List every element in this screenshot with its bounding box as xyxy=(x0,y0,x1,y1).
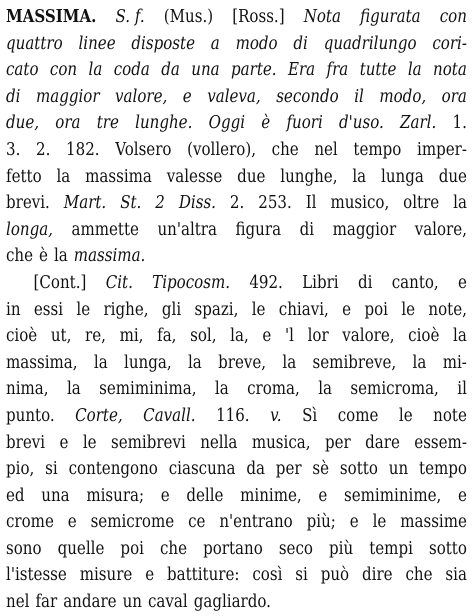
citation: Mart. xyxy=(63,193,107,214)
citation: Zarl. xyxy=(400,113,437,134)
source-label: [Cont.] xyxy=(33,272,87,293)
entry-line: che è la massima. xyxy=(6,246,146,267)
entry-line: quattro linee disposte a modo di quadrilungo cori- xyxy=(6,33,467,54)
entry-line: nima, la semiminima, la croma, la semicroma, il xyxy=(6,379,467,400)
grammar-label: S. f. xyxy=(115,7,145,27)
entry-line: [Cont.] Cit. Tipocosm. 492. Libri di canto, e xyxy=(6,270,467,297)
entry-line: longa, ammette un'altra figura di maggior valore, xyxy=(6,219,467,240)
entry-line: in essi le righe, gli spazi, le chiavi, e poi le note, xyxy=(6,299,467,320)
entry-line: nel far andare un caval gagliardo. xyxy=(6,592,271,613)
source-label: [Ross.] xyxy=(232,7,285,27)
citation: Cit. xyxy=(105,272,133,293)
headword: MASSIMA. xyxy=(6,7,97,27)
citation: Corte, xyxy=(75,405,123,426)
entry-line: 3. 2. 182. Volsero (vollero), che nel tempo imper- xyxy=(6,139,467,160)
entry-line: brevi e le semibrevi nella musica, per dare essem- xyxy=(6,432,467,453)
entry-line: brevi. Mart. St. 2 Diss. 2. 253. Il musico, oltre la xyxy=(6,190,467,217)
entry-line: l'istesse misure e battiture: così si può dire che sia xyxy=(6,565,467,586)
entry-line: massima, la lunga, la breve, la semibreve, la mi- xyxy=(6,352,467,373)
entry-line: punto. Corte, Cavall. 116. v. Sì come le note xyxy=(6,403,467,430)
entry-line: fetto la massima valesse due lunghe, la lunga due xyxy=(6,166,467,187)
entry-line: due, ora tre lunghe. Oggi è fuori d'uso. Zarl. 1. xyxy=(6,110,467,137)
entry-line: di maggior valore, e valeva, secondo il modo, ora xyxy=(6,86,467,107)
entry-line: crome e semicrome ce n'entrano più; e le massime xyxy=(6,512,467,533)
entry-line: cato con la coda da una parte. Era fra tutte la nota xyxy=(6,60,467,81)
entry-line: sono quelle poi che portano seco più tempi sotto xyxy=(6,538,467,559)
entry-line: MASSIMA. S. f. (Mus.) [Ross.] Nota figurata con xyxy=(6,4,467,31)
entry-line: ed una misura; e delle minime, e semiminime, e xyxy=(6,485,467,506)
domain-label: (Mus.) xyxy=(163,7,214,27)
entry-line: cioè ut, re, mi, fa, sol, la, e 'l lor valore, cioè la xyxy=(6,326,467,347)
entry-line: pio, si contengono ciascuna da per sè sotto un tempo xyxy=(6,459,467,480)
